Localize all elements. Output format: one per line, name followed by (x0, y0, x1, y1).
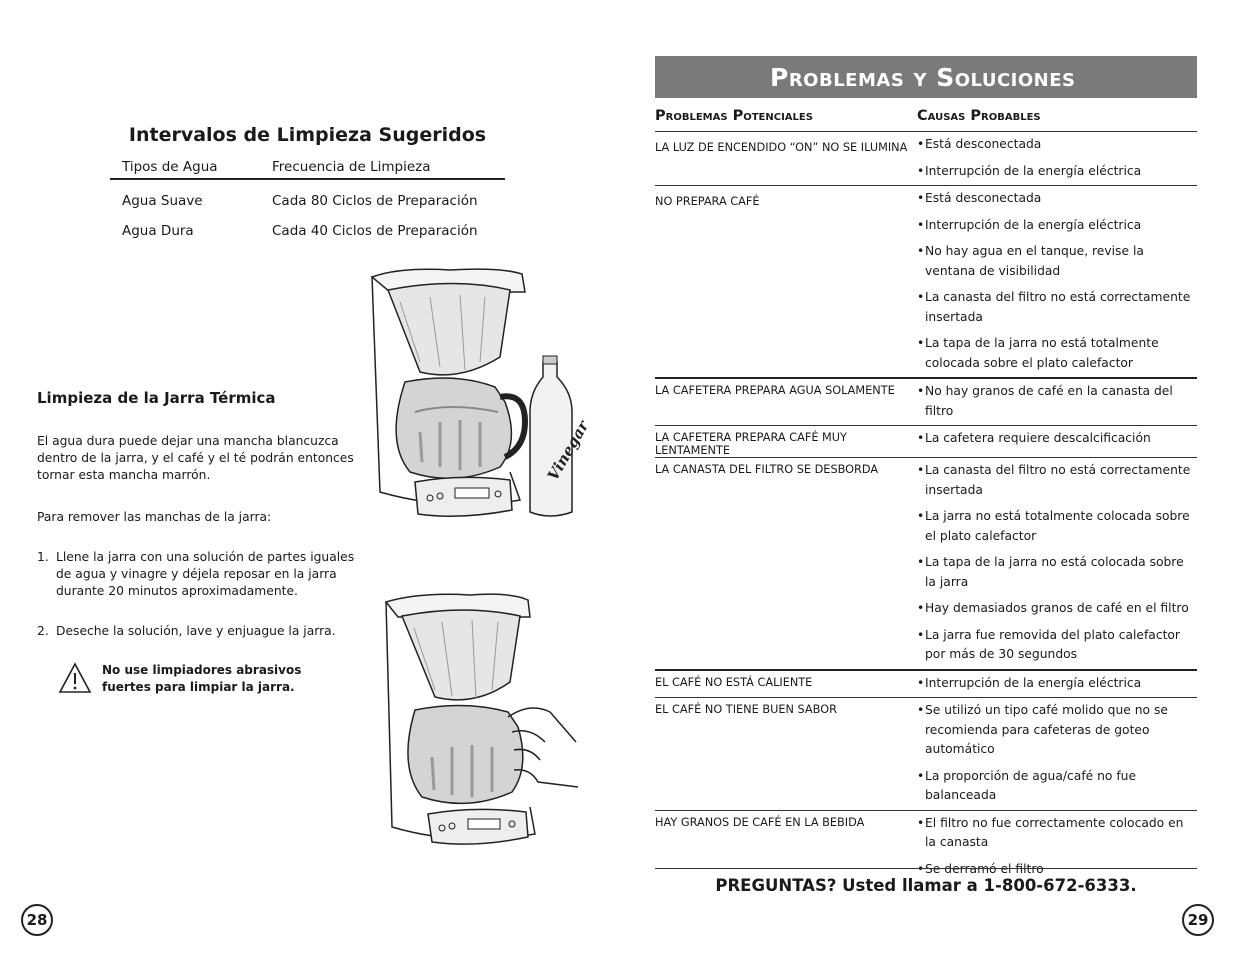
cause-text: Interrupción de la energía eléctrica (925, 675, 1142, 690)
list-item: • La cafetera requiere descalcificación (917, 426, 1197, 453)
problem-text: EL CAFÉ NO ESTÁ CALIENTE (655, 675, 813, 689)
coffee-maker-vinegar-illustration (360, 262, 593, 527)
cause-text: Está desconectada (925, 191, 1042, 205)
warning-triangle-icon (58, 662, 92, 694)
cause-text: La jarra fue removida del plato calefactor por más de 30 segundos (925, 627, 1180, 661)
cause-text: Está desconectada (925, 137, 1042, 151)
causes-list (917, 458, 1197, 669)
paragraph-hard-water: El agua dura puede dejar una mancha blancuzca dentro de la jarra, y el café y el té podrán entonces tornar esta mancha marrón. (37, 434, 354, 482)
cause-text: La canasta del filtro no está correctamente insertada (925, 290, 1191, 324)
table-row (110, 186, 505, 216)
coffee-maker-hand-illustration (380, 592, 580, 852)
step-number: 2. (37, 624, 49, 638)
list-item: • Interrupción de la energía eléctrica (917, 159, 1197, 186)
problem-text: NO PREPARA CAFÉ (655, 195, 760, 208)
cleaning-intervals-table (110, 156, 505, 246)
cause-text: No hay granos de café en la canasta del filtro (925, 384, 1173, 418)
table-row (655, 810, 1197, 884)
cause-text: La tapa de la jarra no está totalmente colocada sobre el plato calefactor (925, 336, 1159, 370)
list-item: • La jarra no está totalmente colocada sobre el plato calefactor (917, 504, 1197, 550)
list-item: • Está desconectada (917, 186, 1197, 213)
table-cell: Agua Dura (122, 223, 194, 239)
list-item: • No hay agua en el tanque, revise la ventana de visibilidad (917, 239, 1197, 285)
cause-text: La cafetera requiere descalcificación (925, 431, 1151, 445)
problem-text: LA CAFETERA PREPARA AGUA SOLAMENTE (655, 384, 895, 397)
problem-text: LA CAFETERA PREPARA CAFÉ MUY LENTAMENTE (655, 431, 847, 457)
table-row (655, 185, 1197, 377)
list-item: • Interrupción de la energía eléctrica (917, 671, 1197, 698)
step-item (37, 623, 367, 640)
cause-text: No hay agua en el tanque, revise la ventana de visibilidad (925, 244, 1144, 278)
table-cell: Cada 80 Ciclos de Preparación (272, 193, 478, 209)
list-item: • Está desconectada (917, 132, 1197, 159)
cleaning-intervals-title: Intervalos de Limpieza Sugeridos (128, 124, 487, 146)
causes-list (917, 186, 1197, 377)
paragraph-remove-stains: Para remover las manchas de la jarra: (37, 510, 272, 524)
header-water-type: Tipos de Agua (122, 159, 218, 175)
cause-text: Hay demasiados granos de café en el filtro (925, 601, 1189, 615)
list-item: • La canasta del filtro no está correctamente insertada (917, 458, 1197, 504)
cause-text: La canasta del filtro no está correctamente insertada (925, 463, 1191, 497)
causes-list (917, 132, 1197, 185)
list-item: • El filtro no fue correctamente colocado en la canasta (917, 811, 1197, 857)
step-number: 1. (37, 550, 49, 564)
table-row (110, 216, 505, 246)
causes-list (917, 426, 1197, 457)
column-header-problems: Problemas Potenciales (655, 108, 813, 124)
help-phone-footer: PREGUNTAS? Usted llamar a 1-800-672-6333. (715, 876, 1137, 895)
warning-text: No use limpiadores abrasivos fuertes para limpiar la jarra. (102, 663, 302, 694)
cause-text: Se derramó el filtro (925, 861, 1044, 876)
table-row (655, 669, 1197, 698)
step-text: Llene la jarra con una solución de partes iguales de agua y vinagre y déjela reposar en la jarra durante 20 minutos aproximadamente. (56, 550, 355, 598)
table-row (655, 131, 1197, 185)
list-item: • La tapa de la jarra no está totalmente colocada sobre el plato calefactor (917, 331, 1197, 377)
column-header-causes: Causas Probables (917, 108, 1041, 124)
cause-text: Se utilizó un tipo café molido que no se recomienda para cafeteras de goteo automático (925, 703, 1168, 756)
list-item: • La proporción de agua/café no fue balanceada (917, 764, 1197, 810)
causes-list (917, 698, 1197, 810)
problem-text: LA LUZ DE ENCENDIDO “ON” NO SE ILUMINA (655, 141, 908, 154)
list-item: • Hay demasiados granos de café en el filtro (917, 596, 1197, 623)
page-number: 29 (1182, 904, 1214, 936)
list-item: • Se derramó el filtro (917, 857, 1197, 884)
section-banner (655, 56, 1197, 98)
cause-text: La proporción de agua/café no fue balanceada (925, 768, 1137, 802)
list-item: • Interrupción de la energía eléctrica (917, 213, 1197, 240)
list-item: • Se utilizó un tipo café molido que no se recomienda para cafeteras de goteo automático (917, 698, 1197, 764)
table-row (655, 425, 1197, 457)
warning-note (58, 662, 352, 696)
cause-text: Interrupción de la energía eléctrica (925, 163, 1142, 178)
table-bottom-rule (655, 868, 1197, 869)
causes-list (917, 671, 1197, 698)
svg-text:Vinegar: Vinegar (543, 417, 593, 484)
table-cell: Cada 40 Ciclos de Preparación (272, 223, 478, 239)
table-header-row (110, 156, 505, 180)
step-item (37, 549, 367, 600)
table-row (655, 377, 1197, 425)
page-number: 28 (21, 904, 53, 936)
table-cell: Agua Suave (122, 193, 203, 209)
troubleshooting-table (655, 131, 1197, 883)
cause-text: El filtro no fue correctamente colocado en la canasta (925, 815, 1184, 849)
problem-text: EL CAFÉ NO TIENE BUEN SABOR (655, 703, 837, 716)
causes-list (917, 379, 1197, 425)
cause-text: Interrupción de la energía eléctrica (925, 217, 1142, 232)
problem-text: HAY GRANOS DE CAFÉ EN LA BEBIDA (655, 815, 865, 829)
list-item: • La jarra fue removida del plato calefactor por más de 30 segundos (917, 623, 1197, 669)
list-item: • La canasta del filtro no está correctamente insertada (917, 285, 1197, 331)
list-item: • No hay granos de café en la canasta del filtro (917, 379, 1197, 425)
table-row (655, 457, 1197, 669)
cause-text: La jarra no está totalmente colocada sobre el plato calefactor (925, 509, 1190, 543)
problem-text: LA CANASTA DEL FILTRO SE DESBORDA (655, 463, 879, 476)
causes-list (917, 811, 1197, 884)
cause-text: La tapa de la jarra no está colocada sobre la jarra (925, 555, 1184, 589)
header-cleaning-frequency: Frecuencia de Limpieza (272, 159, 431, 175)
section-title: Limpieza de la Jarra Térmica (37, 389, 276, 407)
table-row (655, 697, 1197, 810)
list-item: • La tapa de la jarra no está colocada sobre la jarra (917, 550, 1197, 596)
banner-title: Problemas y Soluciones (770, 63, 1076, 92)
step-text: Deseche la solución, lave y enjuague la jarra. (56, 624, 336, 638)
